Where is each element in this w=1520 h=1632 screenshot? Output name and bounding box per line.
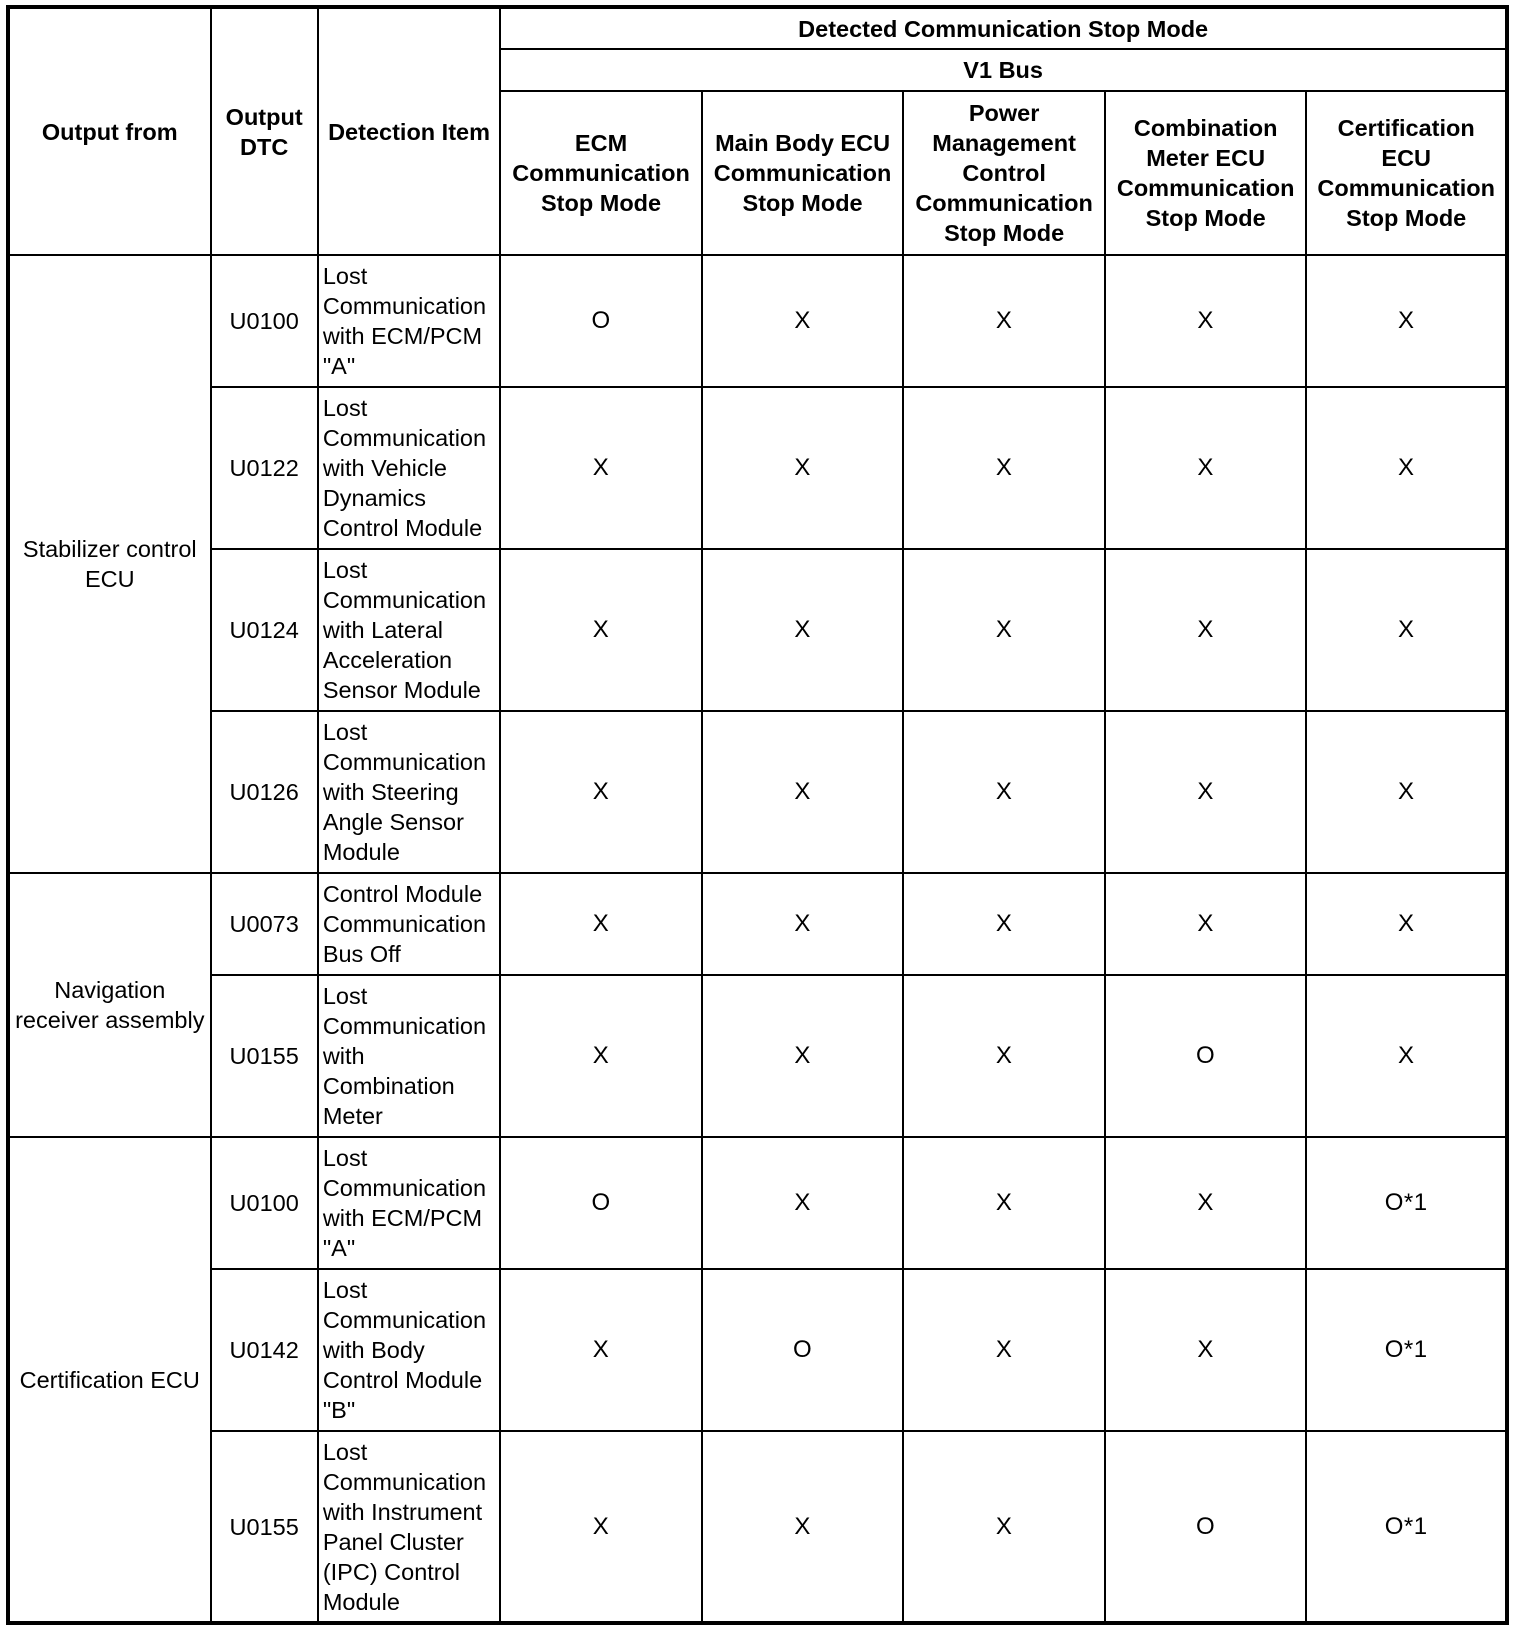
- mode-mark: X: [1306, 975, 1507, 1137]
- mode-mark: X: [702, 1431, 904, 1623]
- mode-mark: O: [500, 1137, 702, 1269]
- mode-mark: X: [1306, 873, 1507, 975]
- dtc-code: U0155: [211, 975, 318, 1137]
- output-from-cell: Navigation receiver assembly: [8, 873, 211, 1137]
- mode-mark: X: [702, 975, 904, 1137]
- header-mode-certification-ecu: Certification ECU Communication Stop Mode: [1306, 91, 1507, 255]
- mode-mark: X: [903, 549, 1105, 711]
- header-detected-communication-stop-mode: Detected Communication Stop Mode: [500, 7, 1507, 49]
- output-from-cell: Stabilizer control ECU: [8, 255, 211, 873]
- mode-mark: X: [903, 1431, 1105, 1623]
- header-output-dtc: Output DTC: [211, 7, 318, 255]
- dtc-code: U0100: [211, 1137, 318, 1269]
- detection-item: Lost Communication with Steering Angle Sensor Module: [318, 711, 500, 873]
- detection-item: Control Module Communication Bus Off: [318, 873, 500, 975]
- mode-mark: X: [1306, 549, 1507, 711]
- table-row: [8, 549, 1507, 711]
- mode-mark: X: [500, 1269, 702, 1431]
- mode-mark: X: [500, 1431, 702, 1623]
- table-row: [8, 1431, 1507, 1623]
- mode-mark: X: [500, 549, 702, 711]
- mode-mark: X: [702, 873, 904, 975]
- dtc-code: U0073: [211, 873, 318, 975]
- dtc-code: U0142: [211, 1269, 318, 1431]
- mode-mark: X: [500, 975, 702, 1137]
- mode-mark: X: [702, 549, 904, 711]
- mode-mark: X: [1105, 387, 1307, 549]
- mode-mark: O*1: [1306, 1431, 1507, 1623]
- header-mode-main-body-ecu: Main Body ECU Communication Stop Mode: [702, 91, 904, 255]
- mode-mark: X: [702, 711, 904, 873]
- table-row: [8, 975, 1507, 1137]
- header-v1-bus: V1 Bus: [500, 49, 1507, 91]
- mode-mark: X: [702, 1137, 904, 1269]
- mode-mark: O*1: [1306, 1269, 1507, 1431]
- mode-mark: X: [1105, 1269, 1307, 1431]
- mode-mark: O: [1105, 975, 1307, 1137]
- header-mode-combination-meter: Combination Meter ECU Communication Stop Mode: [1105, 91, 1307, 255]
- mode-mark: X: [1306, 387, 1507, 549]
- table-row: [8, 387, 1507, 549]
- dtc-code: U0124: [211, 549, 318, 711]
- detection-item: Lost Communication with Combination Meter: [318, 975, 500, 1137]
- dtc-code: U0100: [211, 255, 318, 387]
- mode-mark: X: [702, 255, 904, 387]
- mode-mark: X: [1105, 873, 1307, 975]
- detection-item: Lost Communication with ECM/PCM "A": [318, 1137, 500, 1269]
- table-row: [8, 1269, 1507, 1431]
- header-detection-item: Detection Item: [318, 7, 500, 255]
- mode-mark: X: [500, 387, 702, 549]
- mode-mark: X: [903, 975, 1105, 1137]
- mode-mark: X: [903, 873, 1105, 975]
- mode-mark: X: [903, 711, 1105, 873]
- dtc-code: U0122: [211, 387, 318, 549]
- detection-item: Lost Communication with Instrument Panel Cluster (IPC) Control Module: [318, 1431, 500, 1623]
- header-mode-power-management: Power Management Control Communication Stop Mode: [903, 91, 1105, 255]
- mode-mark: X: [903, 1137, 1105, 1269]
- communication-stop-mode-table: [6, 5, 1509, 1625]
- table-row: [8, 1137, 1507, 1269]
- mode-mark: X: [500, 873, 702, 975]
- mode-mark: O: [1105, 1431, 1307, 1623]
- mode-mark: X: [903, 255, 1105, 387]
- table-row: [8, 711, 1507, 873]
- mode-mark: X: [1105, 255, 1307, 387]
- dtc-code: U0126: [211, 711, 318, 873]
- detection-item: Lost Communication with ECM/PCM "A": [318, 255, 500, 387]
- table-row: [8, 873, 1507, 975]
- mode-mark: O*1: [1306, 1137, 1507, 1269]
- mode-mark: X: [903, 1269, 1105, 1431]
- mode-mark: X: [500, 711, 702, 873]
- mode-mark: X: [1105, 549, 1307, 711]
- mode-mark: X: [1306, 255, 1507, 387]
- mode-mark: X: [1105, 1137, 1307, 1269]
- detection-item: Lost Communication with Vehicle Dynamics Control Module: [318, 387, 500, 549]
- output-from-cell: Certification ECU: [8, 1137, 211, 1623]
- table-row: [8, 255, 1507, 387]
- mode-mark: O: [702, 1269, 904, 1431]
- dtc-code: U0155: [211, 1431, 318, 1623]
- mode-mark: X: [1306, 711, 1507, 873]
- header-output-from: Output from: [8, 7, 211, 255]
- mode-mark: X: [702, 387, 904, 549]
- detection-item: Lost Communication with Lateral Acceleration Sensor Module: [318, 549, 500, 711]
- mode-mark: X: [1105, 711, 1307, 873]
- mode-mark: X: [903, 387, 1105, 549]
- mode-mark: O: [500, 255, 702, 387]
- header-mode-ecm: ECM Communication Stop Mode: [500, 91, 702, 255]
- detection-item: Lost Communication with Body Control Module "B": [318, 1269, 500, 1431]
